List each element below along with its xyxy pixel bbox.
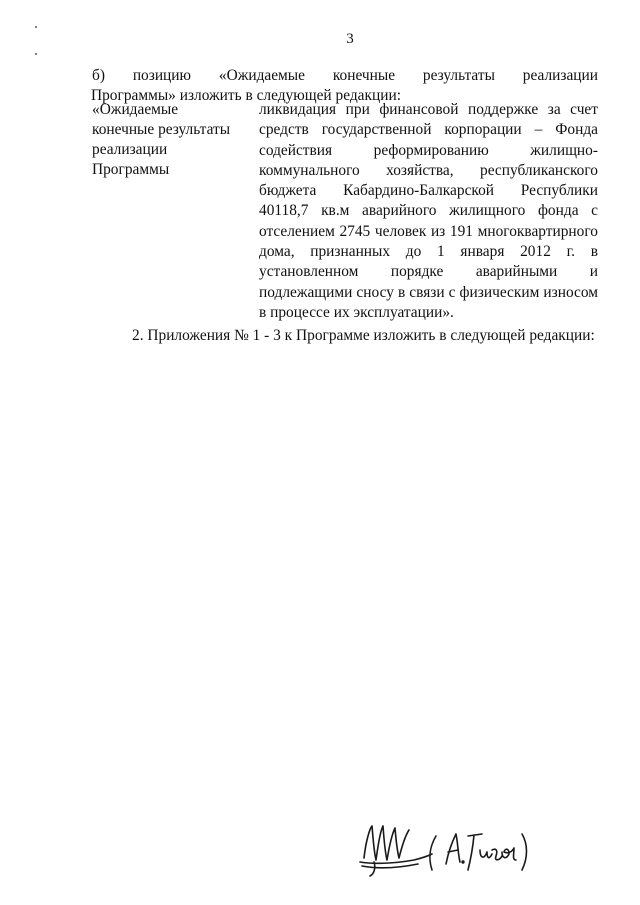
scan-speck <box>35 53 37 55</box>
scan-speck <box>35 26 37 28</box>
position-text-line: установленном порядке аварийными и <box>259 263 598 281</box>
amendment-b-line-2: Программы» изложить в следующей редакции: <box>91 87 401 104</box>
page-number: 3 <box>346 31 354 47</box>
position-text-line: в процессе их эксплуатации». <box>259 303 454 321</box>
position-text-line: коммунального хозяйства, республиканского <box>259 161 598 179</box>
position-text-line: дома, признанных до 1 января 2012 г. в <box>259 243 598 261</box>
position-label-line: «Ожидаемые <box>92 101 179 118</box>
position-text-line: средств государственной корпорации – Фонда <box>259 121 598 139</box>
position-text-line: 40118,7 кв.м аварийного жилищного фонда с <box>259 202 598 220</box>
position-text <box>259 100 598 323</box>
amendment-b-line-1: б) позицию «Ожидаемые конечные результаты реализации <box>92 67 598 84</box>
position-label-line: конечные результаты <box>92 121 231 138</box>
position-text-line: бюджета Кабардино-Балкарской Республики <box>259 182 598 200</box>
position-text-line: подлежащими сносу в связи с физическим износом <box>259 283 598 301</box>
amendment-2-paragraph: 2. Приложения № 1 - 3 к Программе изложить в следующей редакции: <box>132 327 595 344</box>
handwritten-signature <box>352 820 542 880</box>
position-label-line: реализации <box>92 141 168 158</box>
position-label <box>92 100 242 180</box>
position-label-line: Программы <box>92 161 170 178</box>
position-text-line: ликвидация при финансовой поддержке за счет <box>259 101 598 118</box>
position-text-line: отселением 2745 человек из 191 многоквартирного <box>259 222 598 240</box>
position-text-line: содействия реформированию жилищно- <box>259 141 598 159</box>
